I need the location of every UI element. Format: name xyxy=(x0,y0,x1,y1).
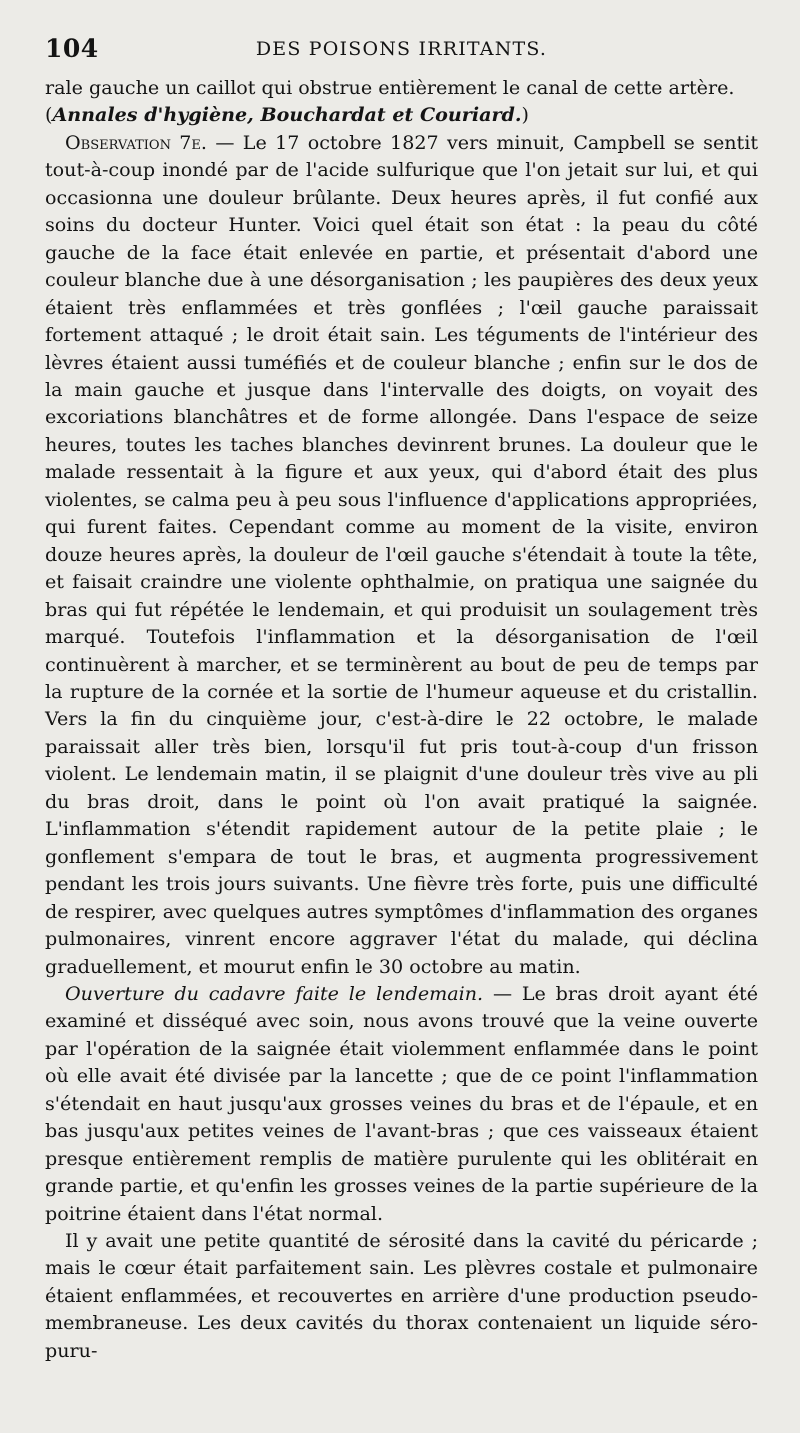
autopsy-heading: Ouverture du cadavre faite le lendemain. xyxy=(65,981,484,1005)
autopsy-text: — Le bras droit ayant été examiné et disséqué avec soin, nous avons trouvé que la veine ouverte par l'opération de la saignée était violemment enflammée dans le point où elle avait été divisée par la lancette ; que de ce point l'inflammation s'étendait en haut jusqu'aux grosses veines du bras et de l'épaule, et en bas jusqu'aux petites veines de l'avant-bras ; que ces vaisseaux étaient presque entièrement remplis de matière purulente qui les oblitérait en grande partie, et qu'enfin les grosses veines de la partie supérieure de la poitrine étaient dans l'état normal. xyxy=(45,981,758,1225)
observation-text: — Le 17 octobre 1827 vers minuit, Campbell se sentit tout-à-coup inondé par de l'acide sulfurique que l'on jetait sur lui, et qui occasionna une douleur brûlante. Deux heures après, il fut confié aux soins du docteur Hunter. Voici quel était son état : la peau du côté gauche de la face était enlevée en partie, et présentait d'abord une couleur blanche due à une désorganisation ; les paupières des deux yeux étaient très enflammées et très gonflées ; l'œil gauche paraissait fortement attaqué ; le droit était sain. Les téguments de l'intérieur des lèvres étaient aussi tuméfiés et de couleur blanche ; enfin sur le dos de la main gauche et jusque dans l'intervalle des doigts, on voyait des excoriations blanchâtres et de forme allongée. Dans l'espace de seize heures, toutes les taches blanches devinrent brunes. La douleur que le malade ressentait à la figure et aux yeux, qui d'abord était des plus violentes, se calma peu à peu sous l'influence d'applications appropriées, qui furent faites. Cependant comme au moment de la visite, environ douze heures après, la douleur de l'œil gauche s'étendait à toute la tête, et faisait craindre une violente ophthalmie, on pratiqua une saignée du bras qui fut répétée le lendemain, et qui produisit un soulagement très marqué. Toutefois l'inflammation et la désorganisation de l'œil continuèrent à marcher, et se terminèrent au bout de peu de temps par la rupture de la cornée et la sortie de l'humeur aqueuse et du cristallin. Vers la fin du cinquième jour, c'est-à-dire le 22 octobre, le malade paraissait aller très bien, lorsqu'il fut pris tout-à-coup d'un frisson violent. Le lendemain matin, il se plaignit d'une douleur très vive au pli du bras droit, dans le point où l'on avait pratiqué la saignée. L'inflammation s'étendit rapidement autour de la petite plaie ; le gonflement s'empara de tout le bras, et augmenta progressivement pendant les trois jours suivants. Une fièvre très forte, puis une difficulté de respirer, avec quelques autres symptômes d'inflammation des organes pulmonaires, vinrent encore aggraver l'état du malade, qui déclina graduellement, et mourut enfin le 30 octobre au matin. xyxy=(45,130,758,978)
paragraph-autopsy xyxy=(45,980,758,1227)
source-close-paren: ) xyxy=(521,103,529,127)
source-open-paren: ( xyxy=(45,103,53,127)
paragraph-findings xyxy=(45,1227,758,1364)
paragraph-1 xyxy=(45,74,758,129)
running-title: DES POISONS IRRITANTS. xyxy=(255,38,548,60)
text-line: rale gauche un caillot qui obstrue entièrement le canal de cette artère. xyxy=(45,76,735,99)
source-title: Annales d'hygiène xyxy=(52,103,248,127)
page-number: 104 xyxy=(45,34,99,63)
page-header xyxy=(45,34,758,74)
observation-label: Observation 7e. xyxy=(65,130,207,154)
page-body xyxy=(45,74,758,1364)
findings-text: Il y avait une petite quantité de sérosité dans la cavité du péricarde ; mais le cœur était parfaitement sain. Les plèvres costale et pulmonaire étaient enflammées, et recouvertes en arrière d'une production pseudo-membraneuse. Les deux cavités du thorax contenaient un liquide séro-puru- xyxy=(45,1229,758,1362)
paragraph-observation xyxy=(45,129,758,980)
source-authors: , Bouchardat et Couriard. xyxy=(247,103,522,127)
